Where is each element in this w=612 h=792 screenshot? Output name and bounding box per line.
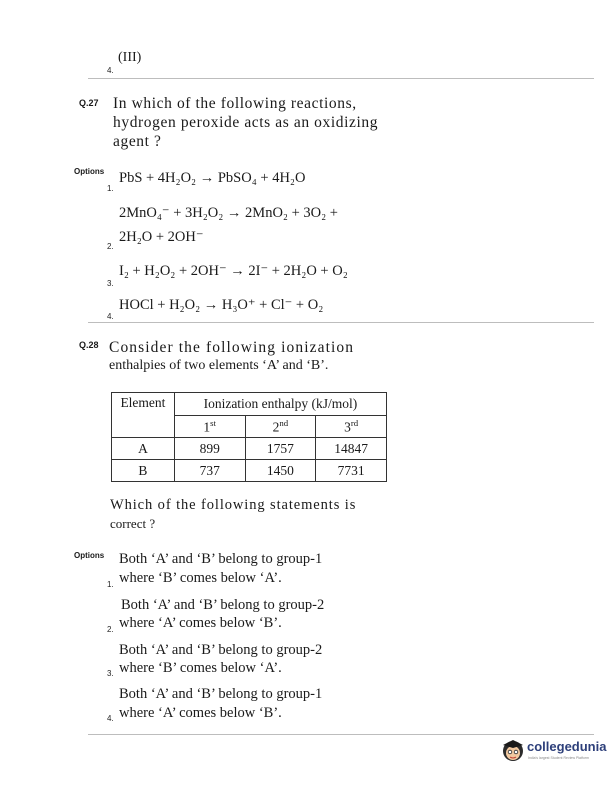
q28-option-1-line2: where ‘B’ comes below ‘A’.: [119, 570, 282, 586]
q27-option-1-equation: PbS + 4H₂O₂ → PbSO₄ + 4H₂O: [119, 170, 306, 186]
q28-options-label: Options: [74, 551, 105, 560]
q28-option-3-line2: where ‘B’ comes below ‘A’.: [119, 660, 282, 676]
q27-option-4-equation: HOCl + H₂O₂ → H₃O⁺ + Cl⁻ + O₂: [119, 297, 324, 313]
q27-option-2-equation-line1: 2MnO₄⁻ + 3H₂O₂ → 2MnO₂ + 3O₂ +: [119, 205, 338, 221]
cell-ie2: 1450: [245, 460, 316, 482]
q28-option-number: 2.: [107, 625, 114, 634]
cell-ie3: 7731: [316, 460, 387, 482]
divider-bottom: [88, 734, 594, 735]
q28-line: enthalpies of two elements ‘A’ and ‘B’.: [109, 358, 329, 373]
q27-option-2-equation-line2: 2H₂O + 2OH⁻: [119, 229, 204, 245]
header-ionization-enthalpy: Ionization enthalpy (kJ/mol): [174, 393, 386, 416]
q28-question-line1: Which of the following statements is: [110, 497, 357, 513]
q28-question: [109, 339, 354, 375]
table-row: [112, 438, 387, 460]
cell-ie2: 1757: [245, 438, 316, 460]
brand-tagline: India's largest Student Review Platform: [528, 756, 589, 760]
cell-ie3: 14847: [316, 438, 387, 460]
q27-option-3-equation: I₂ + H₂O₂ + 2OH⁻ → 2I⁻ + 2H₂O + O₂: [119, 263, 348, 279]
mascot-icon: [500, 736, 526, 764]
cell-element: A: [112, 438, 175, 460]
q28-label: Q.28: [79, 340, 99, 350]
table-header-row: [112, 393, 387, 416]
q27-option-number: 1.: [107, 184, 114, 193]
q28-option-number: 4.: [107, 714, 114, 723]
q27-line: hydrogen peroxide acts as an oxidizing: [113, 114, 379, 131]
q27-option-number: 3.: [107, 279, 114, 288]
q28-option-1-line1: Both ‘A’ and ‘B’ belong to group-1: [119, 551, 323, 567]
subheader-1st: 1st: [174, 416, 245, 438]
header-element: Element: [112, 393, 175, 438]
q28-option-2-line1: Both ‘A’ and ‘B’ belong to group-2: [121, 597, 325, 613]
subheader-3rd: 3rd: [316, 416, 387, 438]
q27-option-number: 4.: [107, 312, 114, 321]
subheader-2nd: 2nd: [245, 416, 316, 438]
cell-ie1: 737: [174, 460, 245, 482]
cell-ie1: 899: [174, 438, 245, 460]
q27-line: agent ?: [113, 133, 162, 150]
prev-option-text: (III): [118, 50, 142, 65]
q27-option-number: 2.: [107, 242, 114, 251]
divider-top: [88, 78, 594, 79]
q27-line: In which of the following reactions,: [113, 95, 357, 112]
q28-line: Consider the following ionization: [109, 339, 355, 356]
brand-name: collegedunia: [527, 739, 607, 754]
divider-middle: [88, 322, 594, 323]
q28-option-number: 3.: [107, 669, 114, 678]
q28-option-number: 1.: [107, 580, 114, 589]
q28-question-line2: correct ?: [110, 516, 156, 531]
q28-option-2-line2: where ‘A’ comes below ‘B’.: [119, 615, 282, 631]
superscript: rd: [350, 417, 359, 428]
superscript: nd: [279, 417, 289, 428]
q27-label: Q.27: [79, 98, 99, 108]
ionization-table: [111, 392, 387, 482]
q28-option-3-line1: Both ‘A’ and ‘B’ belong to group-2: [119, 642, 323, 658]
prev-option-number: 4.: [107, 66, 114, 75]
table-row: [112, 460, 387, 482]
q28-option-4-line1: Both ‘A’ and ‘B’ belong to group-1: [119, 686, 323, 702]
q28-option-4-line2: where ‘A’ comes below ‘B’.: [119, 705, 282, 721]
collegedunia-watermark: [500, 736, 610, 766]
q27-question: [113, 94, 378, 151]
superscript: st: [210, 417, 216, 428]
q27-options-label: Options: [74, 167, 105, 176]
cell-element: B: [112, 460, 175, 482]
